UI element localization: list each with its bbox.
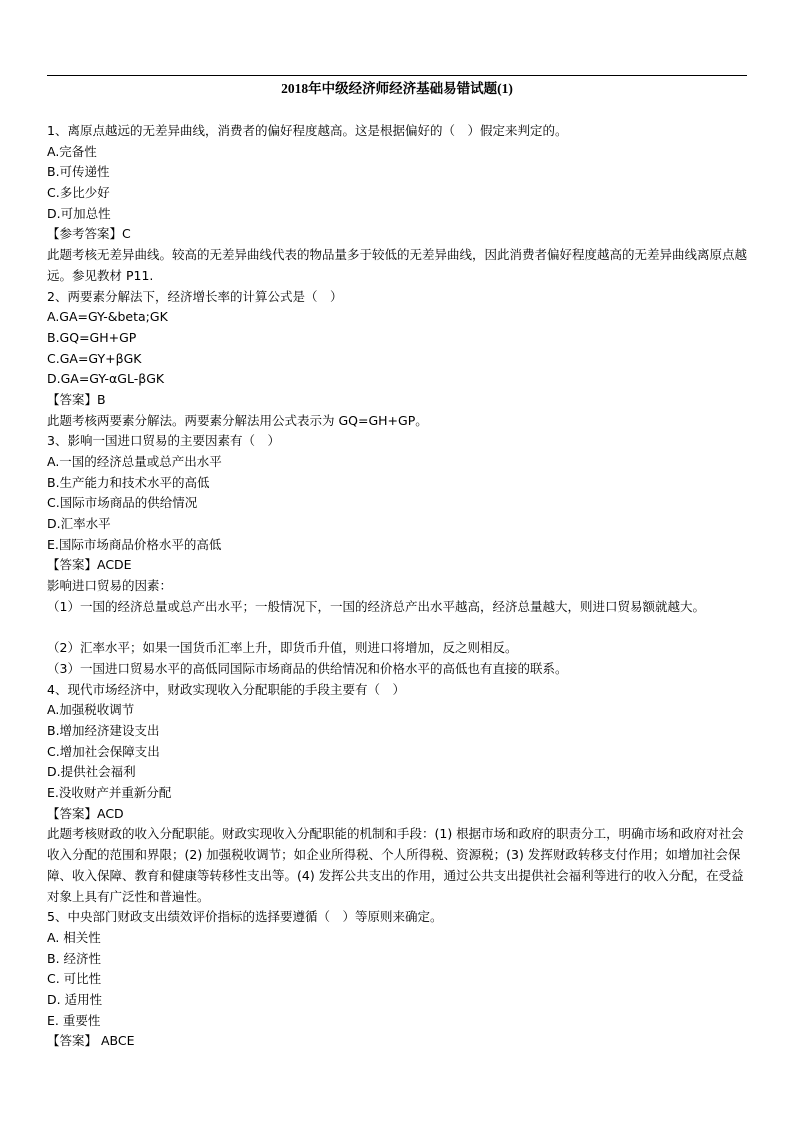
question-3-option-c: C.国际市场商品的供给情况 (47, 495, 198, 511)
question-3-option-e: E.国际市场商品价格水平的高低 (47, 536, 222, 552)
question-3-option-a: A.一国的经济总量或总产出水平 (47, 454, 222, 470)
question-3-analysis-point-2: （2）汇率水平；如果一国货币汇率上升，即货币升值，则进口将增加，反之则相反。 (47, 640, 518, 656)
question-3-answer: 【答案】ACDE (47, 557, 132, 573)
question-4-stem: 4、现代市场经济中，财政实现收入分配职能的手段主要有（ ） (47, 681, 405, 697)
question-3-stem: 3、影响一国进口贸易的主要因素有（ ） (47, 433, 280, 449)
question-2-option-c: C.GA=GY+βGK (47, 350, 142, 366)
question-5-stem: 5、中央部门财政支出绩效评价指标的选择要遵循（ ）等原则来确定。 (47, 909, 443, 925)
question-3-analysis-point-3: （3）一国进口贸易水平的高低同国际市场商品的供给情况和价格水平的高低也有直接的联系。 (47, 660, 568, 676)
question-5-option-e: E. 重要性 (47, 1012, 101, 1028)
question-5-option-c: C. 可比性 (47, 971, 102, 987)
question-4-option-a: A.加强税收调节 (47, 702, 135, 718)
question-2-option-b: B.GQ=GH+GP (47, 329, 137, 345)
header-rule (47, 75, 747, 76)
question-1-stem: 1、离原点越远的无差异曲线，消费者的偏好程度越高。这是根据偏好的（ ）假定来判定的。 (47, 123, 568, 138)
question-4-option-c: C.增加社会保障支出 (47, 743, 160, 759)
question-5-option-a: A. 相关性 (47, 929, 101, 945)
question-5-option-d: D. 适用性 (47, 991, 103, 1007)
question-2-stem: 2、两要素分解法下，经济增长率的计算公式是（ ） (47, 288, 343, 304)
question-2-answer: 【答案】B (47, 391, 106, 407)
document-title: 2018年中级经济师经济基础易错试题(1) (281, 81, 513, 96)
question-1-answer: 【参考答案】C (47, 226, 131, 242)
question-3-analysis-point-1: （1）一国的经济总量或总产出水平；一般情况下，一国的经济总产出水平越高，经济总量越大，则进口贸易额就越大。 (47, 598, 705, 614)
question-2-option-a: A.GA=GY-&beta;GK (47, 309, 168, 325)
question-1-analysis: 此题考核无差异曲线。较高的无差异曲线代表的物品量多于较低的无差异曲线，因此消费者偏好程度越高的无差异曲线离原点越远。参见教材 P11. (47, 247, 748, 283)
question-4-answer: 【答案】ACD (47, 805, 124, 821)
question-1-option-b: B.可传递性 (47, 164, 110, 180)
document-body (47, 121, 752, 1052)
question-3-analysis-intro: 影响进口贸易的因素： (47, 578, 173, 594)
question-5-option-b: B. 经济性 (47, 950, 102, 966)
question-1-option-d: D.可加总性 (47, 205, 111, 221)
question-4-option-b: B.增加经济建设支出 (47, 722, 160, 738)
question-3-option-d: D.汇率水平 (47, 516, 111, 532)
question-5-answer: 【答案】 ABCE (47, 1033, 135, 1049)
question-2-analysis: 此题考核两要素分解法。两要素分解法用公式表示为 GQ=GH+GP。 (47, 412, 428, 428)
question-2-option-d: D.GA=GY-αGL-βGK (47, 371, 165, 387)
question-1-option-a: A.完备性 (47, 143, 97, 159)
question-3-option-b: B.生产能力和技术水平的高低 (47, 474, 210, 490)
question-1-option-c: C.多比少好 (47, 185, 110, 201)
question-4-option-d: D.提供社会福利 (47, 764, 136, 780)
question-4-analysis: 此题考核财政的收入分配职能。财政实现收入分配职能的机制和手段：(1) 根据市场和政府的职责分工，明确市场和政府对社会收入分配的范围和界限；(2) 加强税收调节；如企业所得税、个人所得税、资源税；(3) 发挥财政转移支付作用；如增加社会保障、收入保障、教育和健康等转移性支出等。(4) 发挥公共支出的作用，通过公共支出提供社会福利等进行的收入分配，在受益对象上具有广泛性和普遍性。 (47, 826, 744, 904)
question-4-option-e: E.没收财产并重新分配 (47, 785, 172, 801)
